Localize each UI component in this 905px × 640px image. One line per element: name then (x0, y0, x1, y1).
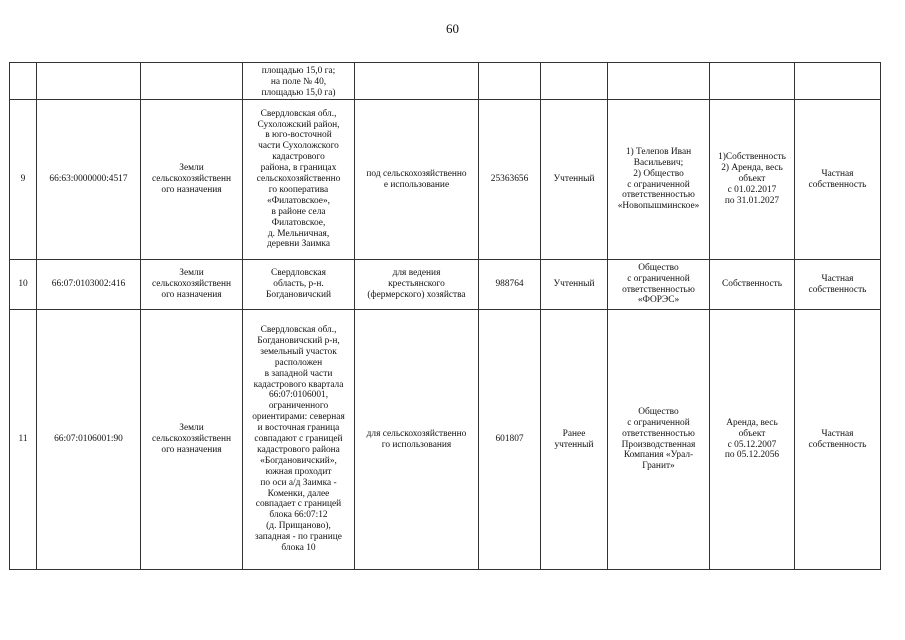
permitted-use-cell (355, 63, 479, 100)
location-cell: Свердловская обл., Сухоложский район, в юго-восточной части Сухоложского кадастрового района, в границах сельскохозяйственно го кооператива «Филатовское», в районе села Филатовское, д. Мельничная, деревни Заимка (243, 100, 355, 260)
status-cell: Ранее учтенный (541, 310, 608, 570)
land-registry-table (9, 62, 881, 570)
cadastral-number-cell: 66:63:0000000:4517 (37, 100, 141, 260)
area-cell: 988764 (479, 260, 541, 310)
right-type-cell: Аренда, весь объект с 05.12.2007 по 05.12.2056 (710, 310, 795, 570)
right-type-cell: 1)Собственность 2) Аренда, весь объект с 01.02.2017 по 31.01.2027 (710, 100, 795, 260)
area-cell: 25363656 (479, 100, 541, 260)
row-number-cell: 9 (10, 100, 37, 260)
status-cell: Учтенный (541, 260, 608, 310)
right-holder-cell: 1) Телепов Иван Васильевич; 2) Общество с ограниченной ответственностью «Новопышминское» (608, 100, 710, 260)
right-holder-cell: Общество с ограниченной ответственностью «ФОРЭС» (608, 260, 710, 310)
permitted-use-cell: для сельскохозяйственно го использования (355, 310, 479, 570)
area-cell (479, 63, 541, 100)
page-number: 60 (446, 21, 459, 36)
area-cell: 601807 (479, 310, 541, 570)
right-type-cell: Собственность (710, 260, 795, 310)
ownership-form-cell: Частная собственность (795, 310, 881, 570)
cadastral-number-cell: 66:07:0106001:90 (37, 310, 141, 570)
cadastral-number-cell: 66:07:0103002:416 (37, 260, 141, 310)
land-category-cell: Земли сельскохозяйственн ого назначения (141, 100, 243, 260)
location-cell: Свердловская область, р-н. Богдановичский (243, 260, 355, 310)
ownership-form-cell (795, 63, 881, 100)
row-number-cell: 11 (10, 310, 37, 570)
row-number-cell: 10 (10, 260, 37, 310)
ownership-form-cell: Частная собственность (795, 260, 881, 310)
permitted-use-cell: для ведения крестьянского (фермерского) хозяйства (355, 260, 479, 310)
table-row (10, 100, 881, 260)
table-row (10, 310, 881, 570)
status-cell: Учтенный (541, 100, 608, 260)
land-category-cell: Земли сельскохозяйственн ого назначения (141, 310, 243, 570)
status-cell (541, 63, 608, 100)
row-number-cell (10, 63, 37, 100)
table-row (10, 63, 881, 100)
right-type-cell (710, 63, 795, 100)
table-row (10, 260, 881, 310)
location-cell: площадью 15,0 га; на поле № 40, площадью 15,0 га) (243, 63, 355, 100)
cadastral-number-cell (37, 63, 141, 100)
land-category-cell: Земли сельскохозяйственн ого назначения (141, 260, 243, 310)
permitted-use-cell: под сельскохозяйственно е использование (355, 100, 479, 260)
location-cell: Свердловская обл., Богдановичский р-н, земельный участок расположен в западной части кадастрового квартала 66:07:0106001, ограниченного ориентирами: северная и восточная граница совпадают с границей кадастрового района «Богдановичский», южная проходит по оси а/д Заимка - Коменки, далее совпадает с границей блока 66:07:12 (д. Прищаново), западная - по границе блока 10 (243, 310, 355, 570)
right-holder-cell (608, 63, 710, 100)
ownership-form-cell: Частная собственность (795, 100, 881, 260)
right-holder-cell: Общество с ограниченной ответственностью Производственная Компания «Урал- Гранит» (608, 310, 710, 570)
land-category-cell (141, 63, 243, 100)
